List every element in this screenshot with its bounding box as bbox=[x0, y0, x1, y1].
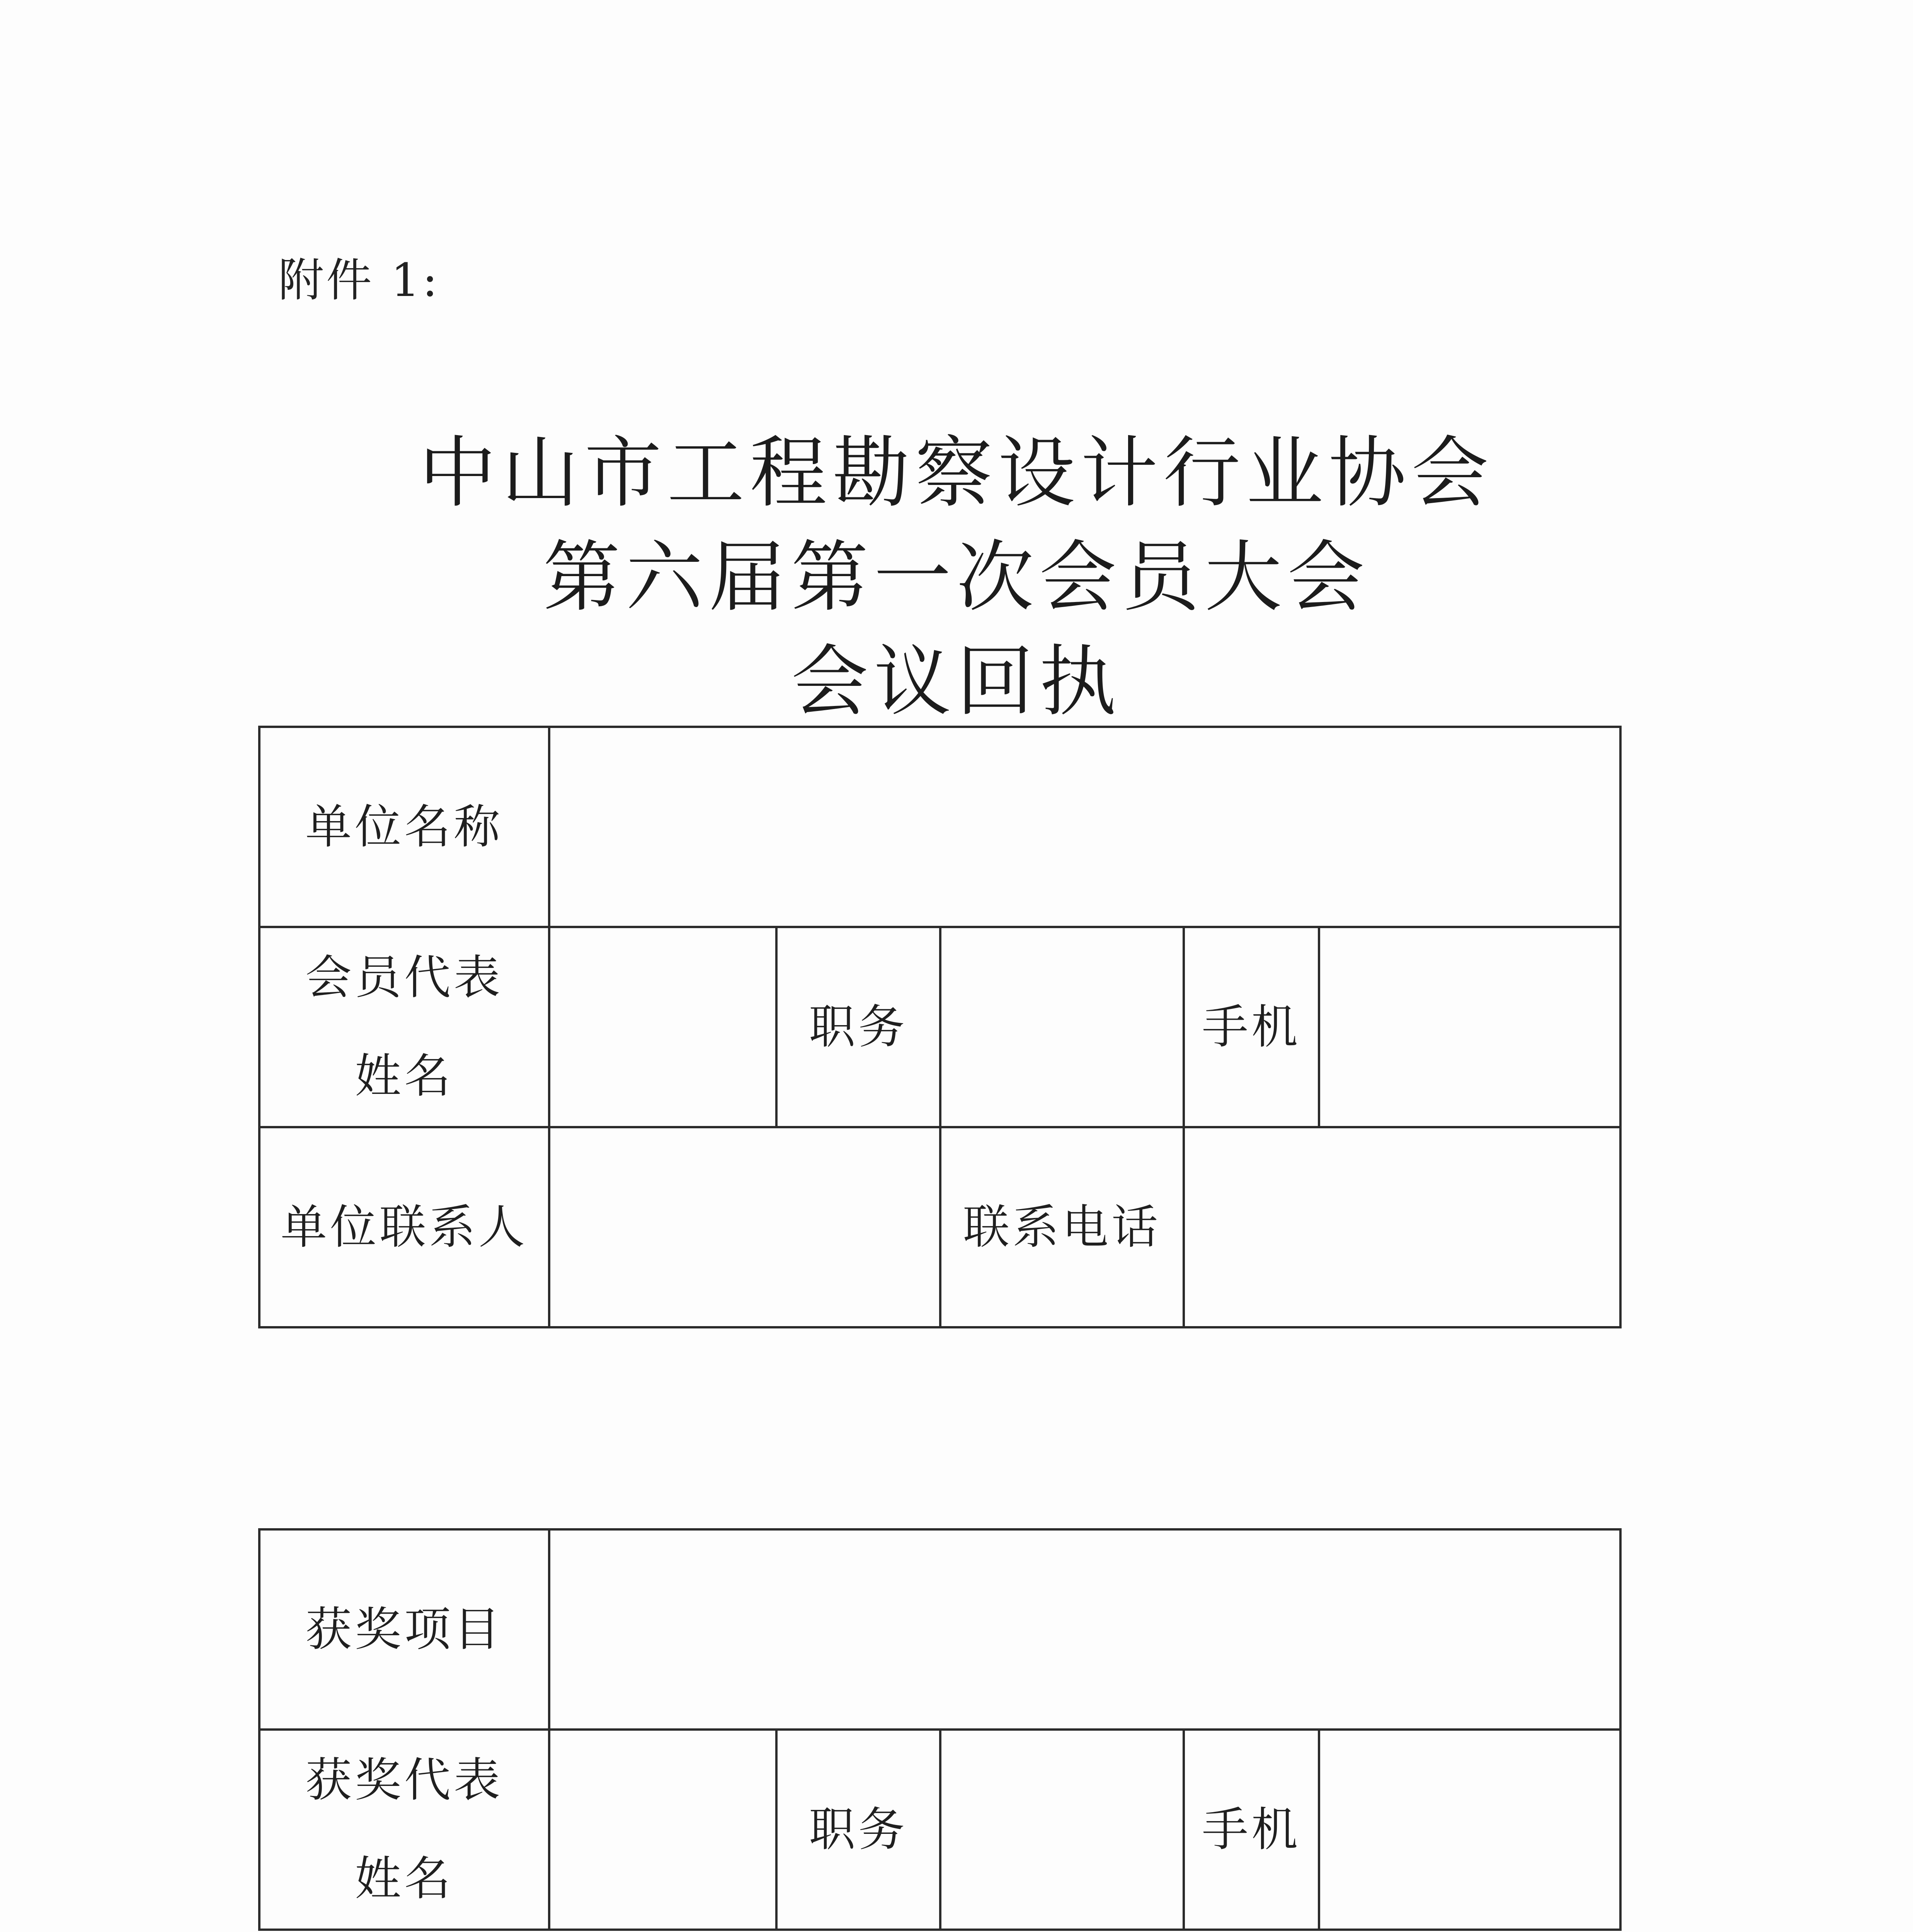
form-row-award-project bbox=[259, 1529, 1620, 1730]
award-representative-name-label-line1: 获奖代表 bbox=[305, 1753, 503, 1807]
form-row-unit-name bbox=[259, 727, 1620, 927]
award-representative-name-label bbox=[259, 1730, 549, 1930]
unit-name-field[interactable] bbox=[549, 727, 1620, 927]
representative-name-field[interactable] bbox=[549, 927, 776, 1127]
mobile-field[interactable] bbox=[1319, 927, 1620, 1127]
award-mobile-field[interactable] bbox=[1319, 1730, 1620, 1930]
form-row-award-representative bbox=[259, 1730, 1620, 1930]
title-line-meeting: 第六届第一次会员大会 bbox=[543, 532, 1370, 622]
award-position-field[interactable] bbox=[940, 1730, 1184, 1930]
position-field[interactable] bbox=[940, 927, 1184, 1127]
meeting-receipt-form bbox=[258, 726, 1622, 1328]
unit-name-label: 单位名称 bbox=[259, 727, 549, 927]
attachment-label: 附件 1: bbox=[278, 253, 440, 307]
award-form bbox=[258, 1528, 1622, 1931]
form-row-contact bbox=[259, 1127, 1620, 1327]
award-project-field[interactable] bbox=[549, 1529, 1620, 1730]
title-line-receipt: 会议回执 bbox=[791, 637, 1122, 727]
representative-name-label-line1: 会员代表 bbox=[305, 951, 503, 1005]
award-position-label: 职务 bbox=[776, 1730, 940, 1930]
contact-person-field[interactable] bbox=[549, 1127, 940, 1327]
contact-person-label: 单位联系人 bbox=[259, 1127, 549, 1327]
representative-name-label-line2: 姓名 bbox=[355, 1049, 454, 1103]
award-representative-name-field[interactable] bbox=[549, 1730, 776, 1930]
representative-name-label bbox=[259, 927, 549, 1127]
award-project-label: 获奖项目 bbox=[259, 1529, 549, 1730]
contact-phone-field[interactable] bbox=[1184, 1127, 1620, 1327]
contact-phone-label: 联系电话 bbox=[940, 1127, 1184, 1327]
mobile-label: 手机 bbox=[1184, 927, 1319, 1127]
title-line-association: 中山市工程勘察设计行业协会 bbox=[419, 428, 1494, 518]
award-mobile-label: 手机 bbox=[1184, 1730, 1319, 1930]
award-representative-name-label-line2: 姓名 bbox=[355, 1852, 454, 1906]
form-row-representative bbox=[259, 927, 1620, 1127]
position-label: 职务 bbox=[776, 927, 940, 1127]
document-title bbox=[0, 421, 1913, 734]
